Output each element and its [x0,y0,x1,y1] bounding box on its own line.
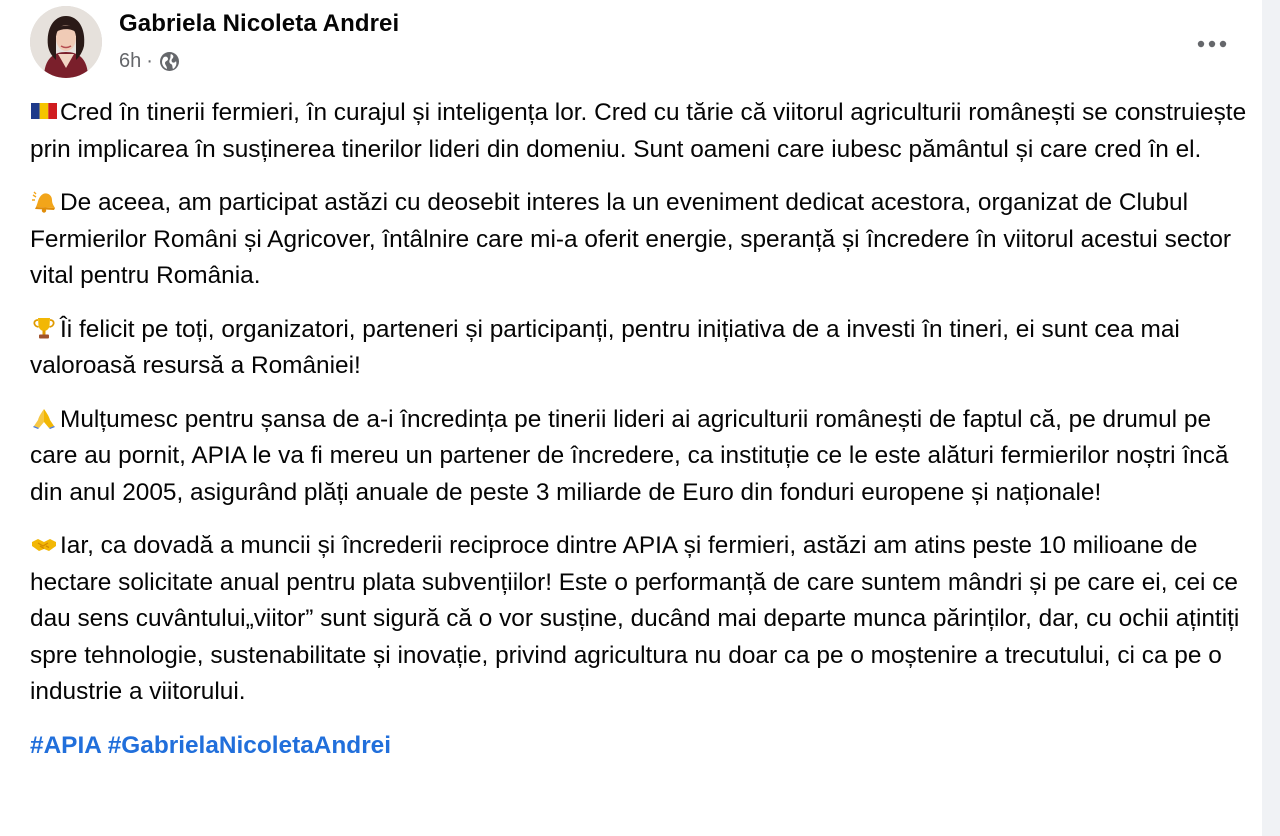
romania-flag-icon [30,99,58,123]
paragraph-3 [30,312,1252,385]
paragraph-1 [30,95,1252,168]
globe-icon[interactable] [159,51,180,72]
paragraph-2 [30,185,1252,295]
post-timestamp[interactable]: 6h [119,49,142,72]
post-meta [119,48,180,74]
avatar[interactable] [30,6,102,78]
hashtag-gabriela-nicoleta-andrei[interactable]: #GabrielaNicoletaAndrei [107,731,392,759]
post-body [30,95,1252,764]
post-header [30,6,1230,82]
folded-hands-icon [30,406,58,430]
paragraph-text: Cred în tinerii fermieri, în curajul și inteligența lor. Cred cu tărie că viitorul agriculturii românești se construiește prin implicarea în susținerea tinerilor lideri din domeniu. Sunt oameni care iubesc pământul și care cred în el. [30,99,1247,163]
bell-icon [30,189,58,213]
handshake-icon [30,532,58,556]
more-options-icon[interactable] [1194,26,1230,62]
author-name[interactable]: Gabriela Nicoleta Andrei [119,10,400,37]
paragraph-5 [30,528,1252,711]
paragraph-text: Mulțumesc pentru șansa de a-i încredința pe tinerii lideri ai agriculturii românești de faptul că, pe drumul pe care au pornit, APIA le va fi mereu un partener de încredere, ca instituție ce le este alături fermierilor noștri încă din anul 2005, asigurând plăți anuale de peste 3 miliarde de Euro din fonduri europene și naționale! [30,405,1229,506]
paragraph-text: Îi felicit pe toți, organizatori, parteneri și participanți, pentru inițiativa de a investi în tineri, ei sunt cea mai valoroasă resursă a României! [30,315,1180,379]
hashtag-apia[interactable]: #APIA [30,731,101,759]
paragraph-4 [30,402,1252,512]
scrollbar-track[interactable] [1262,0,1280,836]
meta-separator: · [146,49,153,72]
avatar-photo [30,6,102,78]
hashtags [30,728,1252,764]
paragraph-text: Iar, ca dovadă a muncii și încrederii reciproce dintre APIA și fermieri, astăzi am atins peste 10 milioane de hectare solicitate anual pentru plata subvențiilor! Este o performanță de care suntem mândri și pe care ei, cei ce dau sens cuvântului„viitor” sunt sigură că o vor susține, ducând mai departe munca părinților, dar, cu ochii ațintiți spre tehnologie, sustenabilitate și inovație, privind agricultura nu doar ca pe o moștenire a trecutului, ci ca pe o industrie a viitorului. [30,532,1240,705]
paragraph-text: De aceea, am participat astăzi cu deosebit interes la un eveniment dedicat acestora, organizat de Clubul Fermierilor Români și Agricover, întâlnire care mi-a oferit energie, speranță și încredere în viitorul acestui sector vital pentru România. [30,189,1232,289]
trophy-icon [30,316,58,340]
